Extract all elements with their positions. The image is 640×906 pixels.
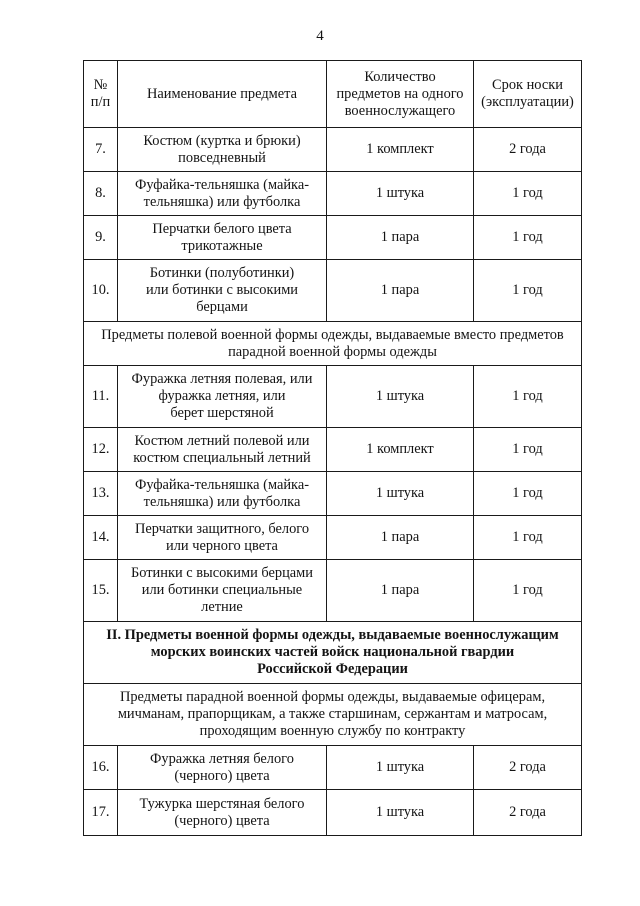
subsection-row <box>84 322 582 366</box>
item-term: 1 год <box>474 472 582 516</box>
table-row <box>84 366 582 428</box>
item-name: Фуфайка-тельняшка (майка- тельняшка) или футболка <box>118 172 327 216</box>
table-row <box>84 516 582 560</box>
item-term: 1 год <box>474 560 582 622</box>
item-name: Фуражка летняя белого (черного) цвета <box>118 746 327 790</box>
item-name: Костюм летний полевой или костюм специальный летний <box>118 428 327 472</box>
row-number: 11. <box>84 366 118 428</box>
subsection-row <box>84 684 582 746</box>
row-number: 13. <box>84 472 118 516</box>
item-name: Перчатки белого цвета трикотажные <box>118 216 327 260</box>
item-quantity: 1 пара <box>327 216 474 260</box>
header-row <box>84 61 582 128</box>
item-name: Фуражка летняя полевая, или фуражка летняя, или берет шерстяной <box>118 366 327 428</box>
item-quantity: 1 штука <box>327 366 474 428</box>
table-row <box>84 172 582 216</box>
items-table <box>83 60 582 836</box>
item-name: Ботинки с высокими берцами или ботинки специальные летние <box>118 560 327 622</box>
row-number: 15. <box>84 560 118 622</box>
table-row <box>84 746 582 790</box>
row-number: 17. <box>84 790 118 836</box>
item-quantity: 1 пара <box>327 516 474 560</box>
section-heading-row <box>84 622 582 684</box>
row-number: 10. <box>84 260 118 322</box>
item-term: 2 года <box>474 790 582 836</box>
row-number: 8. <box>84 172 118 216</box>
item-name: Тужурка шерстяная белого (черного) цвета <box>118 790 327 836</box>
item-term: 1 год <box>474 516 582 560</box>
row-number: 12. <box>84 428 118 472</box>
row-number: 16. <box>84 746 118 790</box>
item-quantity: 1 комплект <box>327 428 474 472</box>
row-number: 7. <box>84 128 118 172</box>
item-quantity: 1 штука <box>327 472 474 516</box>
item-name: Костюм (куртка и брюки) повседневный <box>118 128 327 172</box>
header-term: Срок носки (эксплуатации) <box>474 61 582 128</box>
item-term: 2 года <box>474 128 582 172</box>
item-quantity: 1 штука <box>327 790 474 836</box>
item-quantity: 1 комплект <box>327 128 474 172</box>
table-row <box>84 216 582 260</box>
page-number: 4 <box>316 28 324 44</box>
item-term: 1 год <box>474 172 582 216</box>
table-row <box>84 560 582 622</box>
table-body <box>84 128 582 836</box>
item-term: 1 год <box>474 428 582 472</box>
item-term: 2 года <box>474 746 582 790</box>
section-text: Предметы парадной военной формы одежды, выдаваемые офицерам, мичманам, прапорщикам, а также старшинам, сержантам и матросам, проходящим военную службу по контракту <box>84 684 582 746</box>
section-text: II. Предметы военной формы одежды, выдаваемые военнослужащим морских воинских частей войск национальной гвардии Российской Федерации <box>84 622 582 684</box>
item-quantity: 1 штука <box>327 172 474 216</box>
row-number: 9. <box>84 216 118 260</box>
table-row <box>84 472 582 516</box>
table-row <box>84 428 582 472</box>
item-quantity: 1 пара <box>327 260 474 322</box>
section-text: Предметы полевой военной формы одежды, выдаваемые вместо предметов парадной военной формы одежды <box>84 322 582 366</box>
row-number: 14. <box>84 516 118 560</box>
item-term: 1 год <box>474 366 582 428</box>
header-name: Наименование предмета <box>118 61 327 128</box>
header-num: № п/п <box>84 61 118 128</box>
item-quantity: 1 пара <box>327 560 474 622</box>
header-qty: Количество предметов на одного военнослужащего <box>327 61 474 128</box>
item-quantity: 1 штука <box>327 746 474 790</box>
item-name: Ботинки (полуботинки) или ботинки с высокими берцами <box>118 260 327 322</box>
table-row <box>84 128 582 172</box>
item-name: Перчатки защитного, белого или черного цвета <box>118 516 327 560</box>
item-term: 1 год <box>474 216 582 260</box>
table-row <box>84 790 582 836</box>
table-row <box>84 260 582 322</box>
item-name: Фуфайка-тельняшка (майка- тельняшка) или футболка <box>118 472 327 516</box>
item-term: 1 год <box>474 260 582 322</box>
